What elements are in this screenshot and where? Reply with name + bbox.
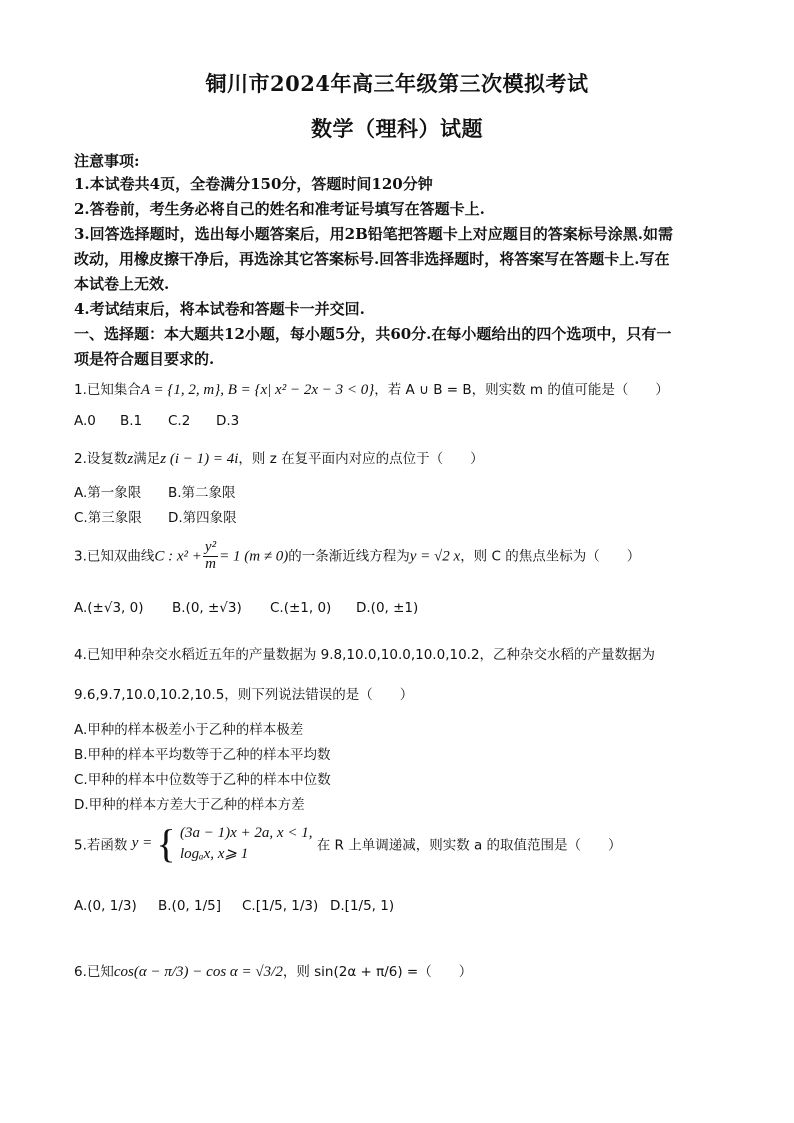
q4-option-c: C.甲种的样本中位数等于乙种的样本中位数 <box>74 772 331 788</box>
notice-item-3-line-1: 3.回答选择题时，选出每小题答案后，用2B铅笔把答题卡上对应题目的答案标号涂黑.如需 <box>74 225 674 243</box>
q3-frac-numerator: y² <box>204 539 217 555</box>
notice-item-2: 2.答卷前，考生务必将自己的姓名和准考证号填写在答题卡上. <box>74 200 485 218</box>
q2-prefix: 2.设复数 <box>74 451 128 467</box>
q1-suffix: ，若 A ∪ B = B，则实数 m 的值可能是（ ） <box>374 382 669 398</box>
q3-frac-denominator: m <box>205 555 216 572</box>
exam-subtitle: 数学（理科）试题 <box>311 116 483 141</box>
q4-option-d: D.甲种的样本方差大于乙种的样本方差 <box>74 797 305 813</box>
notice-item-1: 1.本试卷共4页，全卷满分150分，答题时间120分钟 <box>74 175 433 193</box>
q3-suffix: ，则 C 的焦点坐标为（ ） <box>460 548 641 565</box>
q3-option-d: D.(0, ±1) <box>356 600 419 616</box>
q2-z: z <box>127 451 134 467</box>
question-2 <box>74 447 484 468</box>
question-4-line-2: 9.6,9.7,10.0,10.2,10.5，则下列说法错误的是（ ） <box>74 687 414 703</box>
q5-option-b: B.(0, 1/5] <box>158 898 221 914</box>
q3-option-c: C.(±1, 0) <box>270 600 332 616</box>
q3-asymptote: y = √2 x <box>409 548 461 565</box>
q2-equation: z (i − 1) = 4i <box>160 451 239 467</box>
q5-piece-1: (3a − 1)x + 2a, x < 1, <box>180 824 313 841</box>
q2-suffix: ，则 z 在复平面内对应的点位于（ ） <box>238 451 484 467</box>
q2-option-d: D.第四象限 <box>168 510 237 526</box>
q5-option-a: A.(0, 1/3) <box>74 898 137 914</box>
q1-option-d: D.3 <box>216 413 240 429</box>
q5-y: y = <box>131 835 153 851</box>
q1-option-a: A.0 <box>74 413 96 429</box>
q5-piecewise <box>180 823 312 865</box>
q5-option-d: D.[1/5, 1) <box>330 898 395 914</box>
q5-prefix: 5.若函数 <box>74 837 128 854</box>
section-heading-line-2: 项是符合题目要求的. <box>74 350 215 368</box>
question-4-line-1: 4.已知甲种杂交水稻近五年的产量数据为 9.8,10.0,10.0,10.0,10.2，乙种杂交水稻的产量数据为 <box>74 647 656 663</box>
q5-piece-2: logₐx, x⩾ 1 <box>180 845 249 862</box>
question-3 <box>74 540 640 573</box>
q1-prefix: 1.已知集合 <box>74 382 141 398</box>
notice-item-4: 4.考试结束后，将本试卷和答题卡一并交回. <box>74 300 365 318</box>
q4-option-b: B.甲种的样本平均数等于乙种的样本平均数 <box>74 747 331 763</box>
notice-heading: 注意事项: <box>74 152 140 170</box>
q3-prefix: 3.已知双曲线 <box>74 548 155 565</box>
q1-option-b: B.1 <box>120 413 143 429</box>
q2-option-a: A.第一象限 <box>74 485 142 501</box>
q6-expression: cos(α − π/3) − cos α = √3/2 <box>113 964 283 980</box>
q1-sets: A = {1, 2, m}, B = {x| x² − 2x − 3 < 0} <box>140 382 375 398</box>
q3-curve: C : x² + <box>154 548 202 565</box>
q3-mid: 的一条渐近线方程为 <box>288 548 410 565</box>
q2-mid: 满足 <box>133 451 161 467</box>
question-1 <box>74 378 669 399</box>
notice-item-3-line-2: 改动，用橡皮擦干净后，再选涂其它答案标号.回答非选择题时，将答案写在答题卡上.写在 <box>74 250 670 268</box>
exam-title: 铜川市2024年高三年级第三次模拟考试 <box>205 71 589 96</box>
q5-brace: { <box>156 821 176 866</box>
q6-suffix: ，则 sin(2α + π/6) =（ ） <box>282 964 473 980</box>
q6-prefix: 6.已知 <box>74 964 114 980</box>
q3-fraction <box>203 540 218 573</box>
q4-option-a: A.甲种的样本极差小于乙种的样本极差 <box>74 722 304 738</box>
q2-option-b: B.第二象限 <box>168 485 236 501</box>
q5-option-c: C.[1/5, 1/3) <box>242 898 319 914</box>
q3-option-a: A.(±√3, 0) <box>74 600 144 616</box>
q3-curve-tail: = 1 (m ≠ 0) <box>219 548 289 565</box>
q5-suffix: 在 R 上单调递减，则实数 a 的取值范围是（ ） <box>316 837 622 854</box>
notice-item-3-line-3: 本试卷上无效. <box>74 275 170 293</box>
question-6 <box>74 960 472 981</box>
section-heading-line-1: 一、选择题：本大题共12小题，每小题5分，共60分.在每小题给出的四个选项中，只有一 <box>74 325 672 343</box>
q3-option-b: B.(0, ±√3) <box>172 600 242 616</box>
q2-option-c: C.第三象限 <box>74 510 142 526</box>
q1-option-c: C.2 <box>168 413 191 429</box>
question-5 <box>74 820 622 867</box>
